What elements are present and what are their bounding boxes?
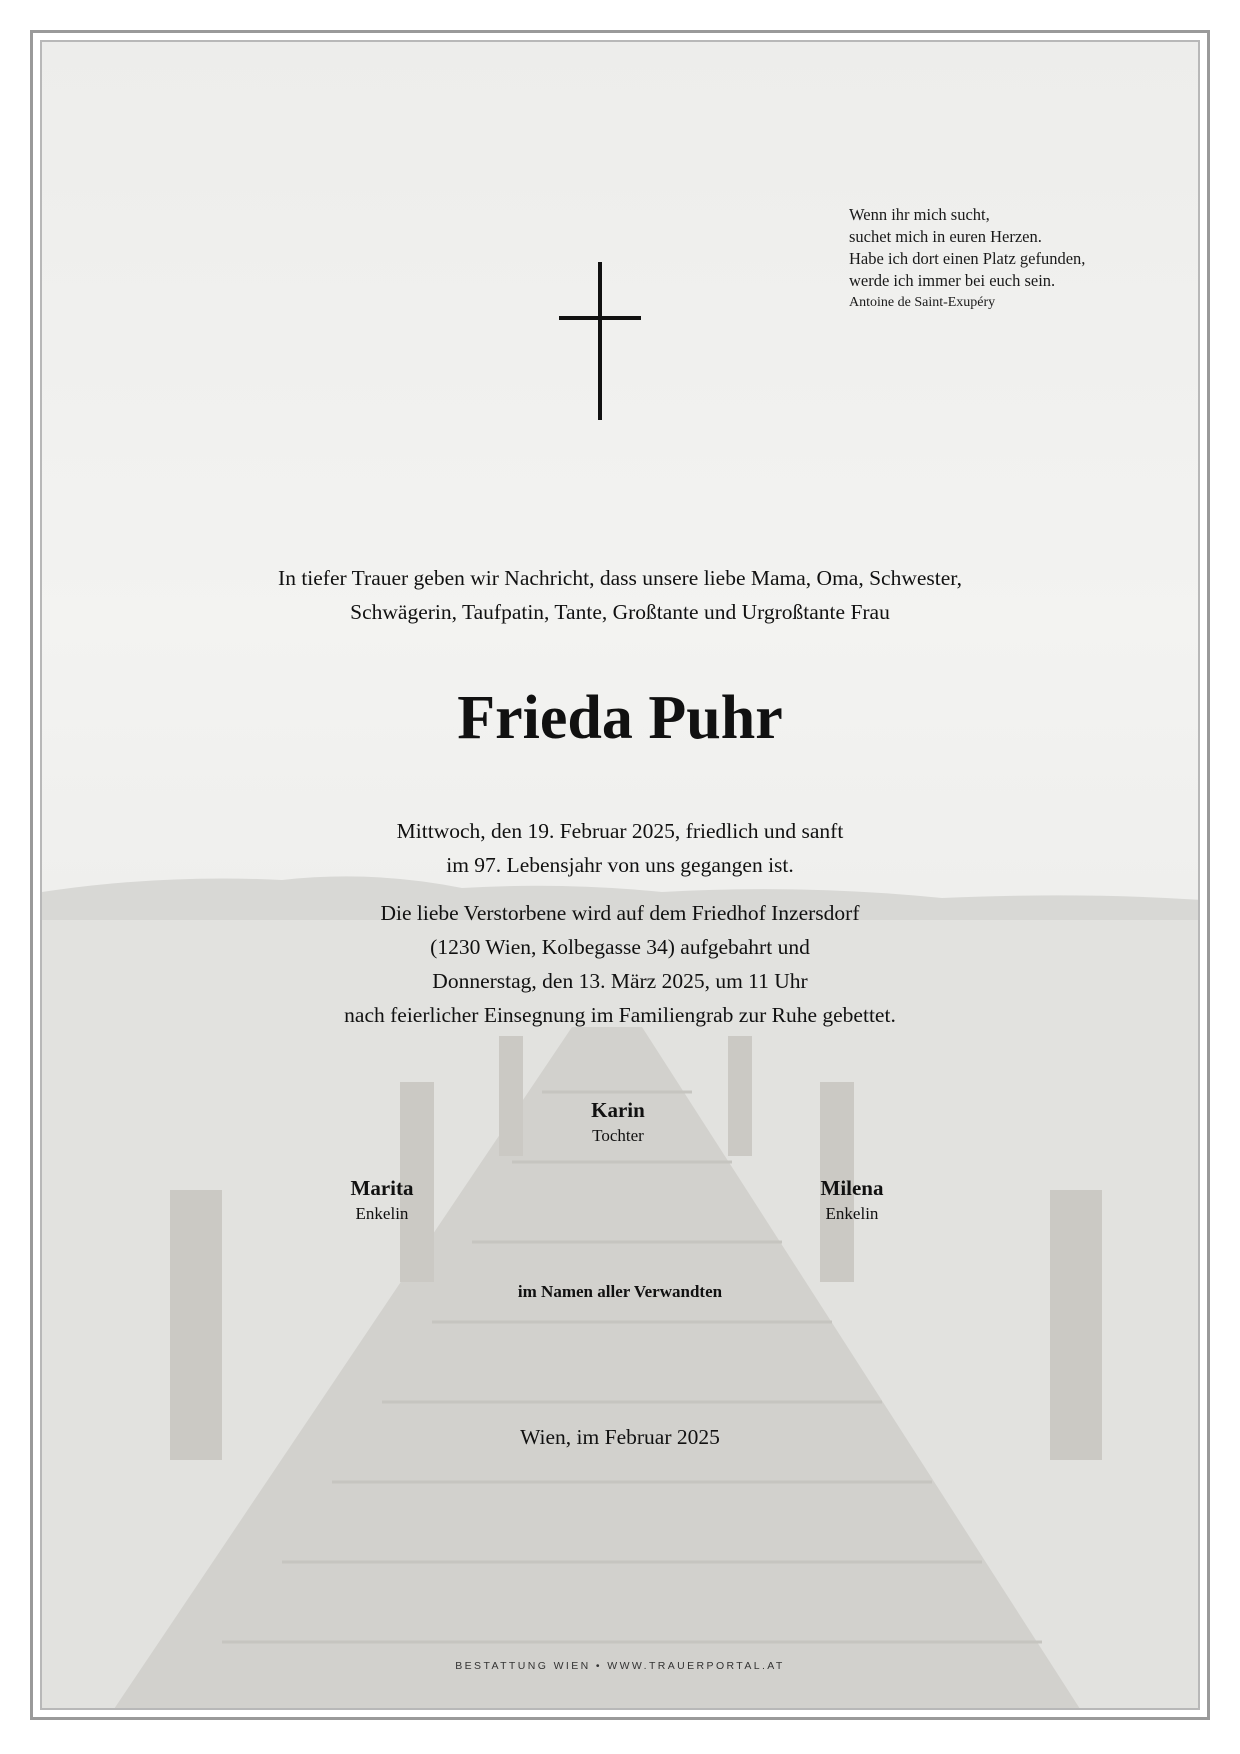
quote-line: suchet mich in euren Herzen. (849, 227, 1042, 246)
footer-credit: BESTATTUNG WIEN • WWW.TRAUERPORTAL.AT (455, 1660, 785, 1672)
death-line: im 97. Lebensjahr von uns gegangen ist. (446, 853, 794, 877)
mourner-name: Marita (350, 1176, 414, 1200)
mourner-milena (742, 1174, 962, 1226)
mourner-name: Milena (820, 1176, 884, 1200)
details-text (80, 814, 1160, 1032)
mourner-marita (272, 1174, 492, 1226)
quote-author: Antoine de Saint-Exupéry (849, 295, 996, 310)
death-line: Mittwoch, den 19. Februar 2025, friedlich und sanft (396, 819, 844, 843)
cross-icon (559, 262, 641, 422)
quote-line: werde ich immer bei euch sein. (849, 271, 1056, 290)
funeral-line: Die liebe Verstorbene wird auf dem Friedhof Inzersdorf (380, 901, 860, 925)
quote-line: Wenn ihr mich sucht, (849, 205, 990, 224)
intro-line: Schwägerin, Taufpatin, Tante, Großtante und Urgroßtante Frau (350, 600, 890, 624)
funeral-line: Donnerstag, den 13. März 2025, um 11 Uhr (432, 969, 808, 993)
quote-block (849, 204, 1189, 314)
deceased-name: Frieda Puhr (457, 684, 783, 752)
funeral-line: nach feierlicher Einsegnung im Familiengrab zur Ruhe gebettet. (344, 1003, 896, 1027)
intro-line: In tiefer Trauer geben wir Nachricht, dass unsere liebe Mama, Oma, Schwester, (278, 566, 962, 590)
quote-line: Habe ich dort einen Platz gefunden, (849, 249, 1086, 268)
funeral-line: (1230 Wien, Kolbegasse 34) aufgebahrt und (430, 935, 810, 959)
mourner-relation: Tochter (592, 1126, 644, 1145)
mourner-relation: Enkelin (355, 1204, 409, 1223)
intro-text (80, 561, 1160, 629)
mourner-relation: Enkelin (825, 1204, 879, 1223)
mourner-name: Karin (591, 1098, 645, 1122)
place-date: Wien, im Februar 2025 (520, 1425, 720, 1449)
relatives-note: im Namen aller Verwandten (517, 1282, 723, 1301)
mourner-karin (508, 1096, 728, 1148)
